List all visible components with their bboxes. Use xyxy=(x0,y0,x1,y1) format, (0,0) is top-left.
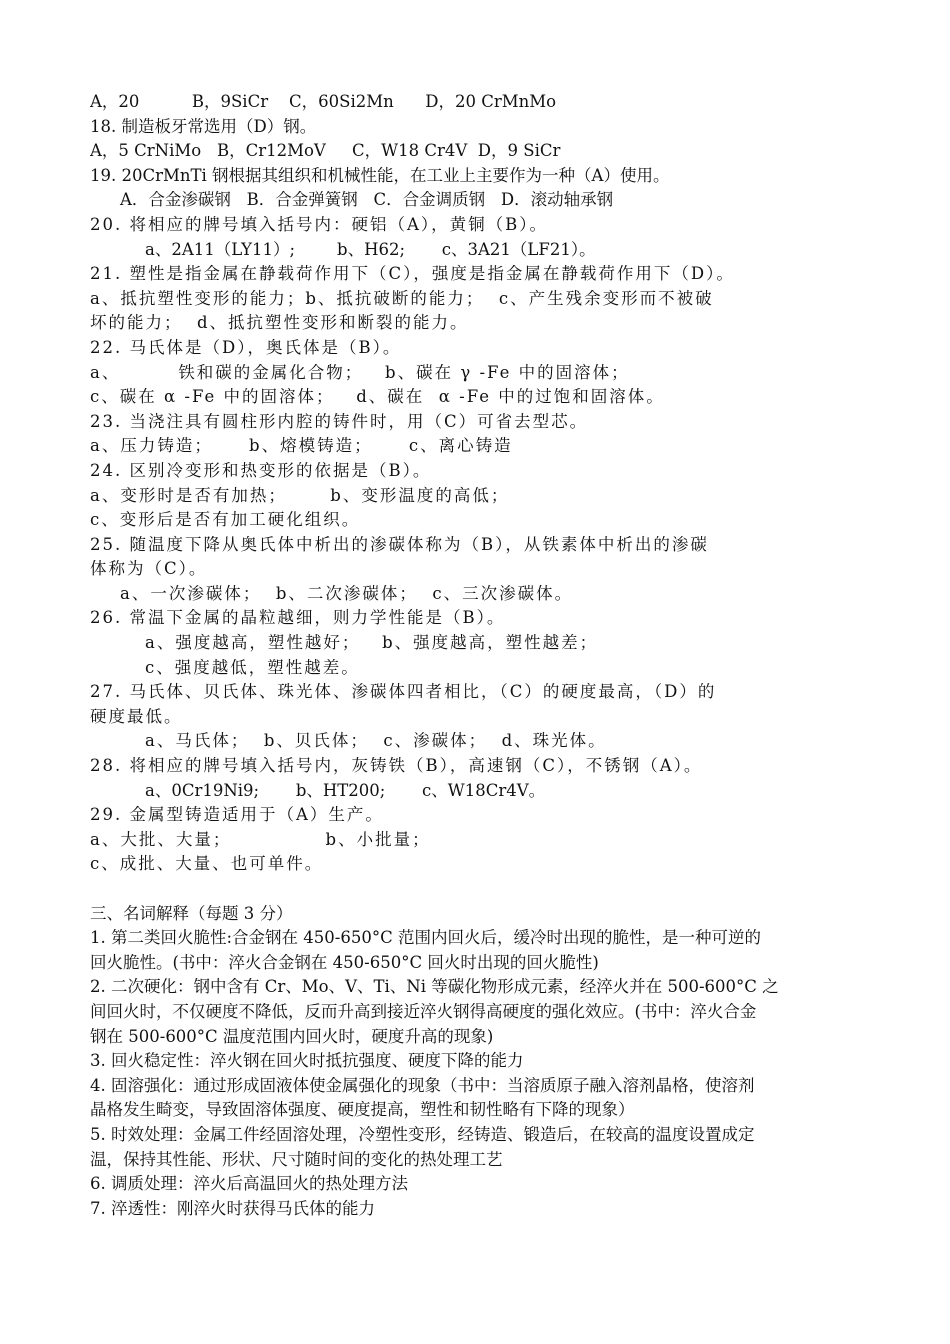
q21-options-1: a、抵抗塑性变形的能力；b、抵抗破断的能力； c、产生残余变形而不被破 xyxy=(90,288,714,308)
q22-options-2: c、碳在 α -Fe 中的固溶体； d、碳在 α -Fe 中的过饱和固溶体。 xyxy=(90,387,665,407)
q29-options-2: c、成批、大量、也可单件。 xyxy=(90,854,324,874)
q29-stem: 29. 金属型铸造适用于（A）生产。 xyxy=(90,805,384,825)
q25-stem-1: 25. 随温度下降从奥氏体中析出的渗碳体称为（B），从铁素体中析出的渗碳 xyxy=(90,534,709,554)
q20-stem: 20. 将相应的牌号填入括号内：硬铝（A），黄铜（B）。 xyxy=(90,214,549,234)
term6-line1: 6. 调质处理：淬火后高温回火的热处理方法 xyxy=(90,1174,408,1194)
term5-line1: 5. 时效处理：金属工件经固溶处理，冷塑性变形，经铸造、锻造后，在较高的温度设置成定 xyxy=(90,1124,755,1144)
term2-line1: 2. 二次硬化：钢中含有 Cr、Mo、V、Ti、Ni 等碳化物形成元素，经淬火并在 500-600°C 之 xyxy=(90,977,779,997)
term7-line1: 7. 淬透性：刚淬火时获得马氏体的能力 xyxy=(90,1198,375,1218)
q24-options-2: c、变形后是否有加工硬化组织。 xyxy=(90,510,361,530)
term2-line2: 间回火时，不仅硬度不降低，反而升高到接近淬火钢得高硬度的强化效应。(书中：淬火合金 xyxy=(90,1001,757,1021)
q28-stem: 28. 将相应的牌号填入括号内，灰铸铁（B），高速钢（C），不锈钢（A）。 xyxy=(90,756,703,776)
q27-stem-1: 27. 马氏体、贝氏体、珠光体、渗碳体四者相比，（C）的硬度最高，（D）的 xyxy=(90,682,717,702)
q17-options: A，20 B，9SiCr C，60Si2Mn D，20 CrMnMo xyxy=(90,92,557,111)
term1-line2: 回火脆性。(书中：淬火合金钢在 450-650°C 回火时出现的回火脆性) xyxy=(90,952,599,972)
q19-options: A．合金渗碳钢 B．合金弹簧钢 C．合金调质钢 D．滚动轴承钢 xyxy=(120,190,614,210)
q25-stem-2: 体称为（C）。 xyxy=(90,559,208,579)
term4-line1: 4. 固溶强化：通过形成固液体使金属强化的现象（书中：当溶质原子融入溶剂晶格，使溶剂 xyxy=(90,1075,755,1095)
term3-line1: 3. 回火稳定性：淬火钢在回火时抵抗强度、硬度下降的能力 xyxy=(90,1051,524,1071)
q22-options-1: a、 铁和碳的金属化合物； b、碳在 γ -Fe 中的固溶体； xyxy=(90,362,630,382)
section3-heading: 三、名词解释（每题 3 分） xyxy=(90,903,293,923)
q18-options: A，5 CrNiMo B，Cr12MoV C，W18 Cr4V D，9 SiCr xyxy=(90,141,561,161)
document-page xyxy=(90,90,870,1221)
q26-options-2: c、强度越低，塑性越差。 xyxy=(145,657,360,677)
q24-options-1: a、变形时是否有加热； b、变形温度的高低； xyxy=(90,485,510,505)
term2-line3: 钢在 500-600°C 温度范围内回火时，硬度升高的现象) xyxy=(90,1026,494,1046)
q23-stem: 23. 当浇注具有圆柱形内腔的铸件时，用（C）可省去型芯。 xyxy=(90,411,589,431)
section-spacer xyxy=(90,877,870,902)
q21-options-2: 坏的能力； d、抵抗塑性变形和断裂的能力。 xyxy=(90,313,469,333)
q27-options: a、马氏体； b、贝氏体； c、渗碳体； d、珠光体。 xyxy=(145,731,607,751)
q25-options: a、一次渗碳体； b、二次渗碳体； c、三次渗碳体。 xyxy=(120,583,574,603)
q20-options: a、2A11（LY11）; b、H62; c、3A21（LF21）。 xyxy=(145,239,596,259)
term4-line2: 晶格发生畸变，导致固溶体强度、硬度提高，塑性和韧性略有下降的现象） xyxy=(90,1100,635,1120)
q19-stem: 19. 20CrMnTi 钢根据其组织和机械性能，在工业上主要作为一种（A）使用。 xyxy=(90,165,670,185)
q18-stem: 18. 制造板牙常选用（D）钢。 xyxy=(90,116,317,136)
q22-stem: 22. 马氏体是（D），奥氏体是（B）。 xyxy=(90,337,402,357)
q26-options-1: a、强度越高，塑性越好； b、强度越高，塑性越差； xyxy=(145,633,599,653)
term5-line2: 温，保持其性能、形状、尺寸随时间的变化的热处理工艺 xyxy=(90,1149,503,1169)
q28-options: a、0Cr19Ni9; b、HT200; c、W18Cr4V。 xyxy=(145,780,546,800)
q27-stem-2: 硬度最低。 xyxy=(90,706,183,726)
q29-options-1: a、大批、大量； b、小批量； xyxy=(90,829,431,849)
term1-line1: 1. 第二类回火脆性:合金钢在 450-650°C 范围内回火后，缓冷时出现的脆性，是一种可逆的 xyxy=(90,928,761,948)
q26-stem: 26. 常温下金属的晶粒越细，则力学性能是（B）。 xyxy=(90,608,506,628)
q24-stem: 24. 区别冷变形和热变形的依据是（B）。 xyxy=(90,460,432,480)
q21-stem: 21. 塑性是指金属在静载荷作用下（C），强度是指金属在静载荷作用下（D）。 xyxy=(90,264,735,284)
q23-options: a、压力铸造； b、熔模铸造； c、离心铸造 xyxy=(90,436,513,456)
